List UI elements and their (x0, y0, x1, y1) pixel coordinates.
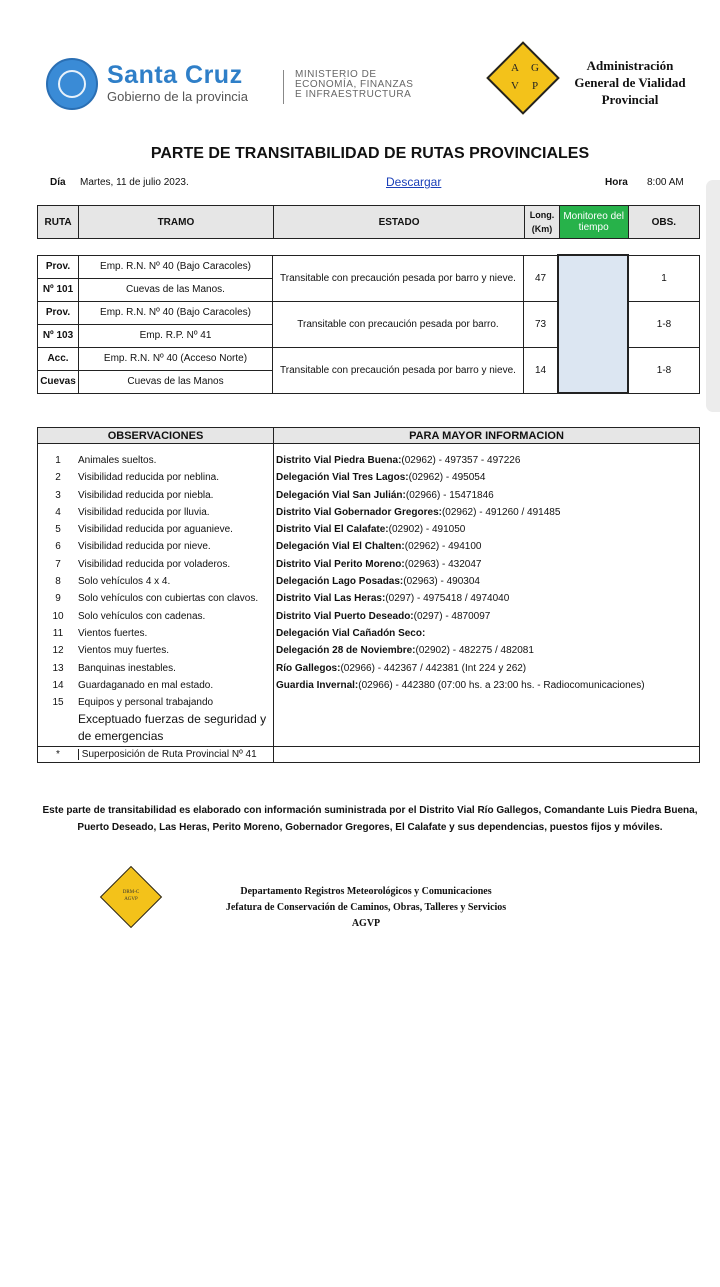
drmc-logo-text: DRM-C AGVP (122, 890, 140, 902)
superposition-note: * Superposición de Ruta Provincial Nº 41 (38, 747, 274, 763)
observation-item: 11 Vientos fuertes. (52, 627, 148, 639)
day-label: Día (50, 177, 66, 188)
contact-item: Delegación 28 de Noviembre: (02902) - 482275 / 482081 (276, 645, 534, 657)
weather-monitor-cell (558, 255, 628, 393)
footer-note: Este parte de transitabilidad es elaborado con información suministrada por el Distrito Vial Río Gallegos, Comandante Luis Piedra Buena, Puerto Deseado, Las Heras, Perito Moreno, Gobernador Gregores, El Calafate y sus dependencias, puestos fijos y móviles. (42, 805, 698, 833)
contact-item: Distrito Vial Perito Moreno: (02963) - 432047 (276, 558, 482, 570)
table-row: Acc. Emp. R.N. Nº 40 (Acceso Norte) Transitable con precaución pesada por barro y nieve. 14 1-8 (38, 347, 700, 370)
col-tramo: TRAMO (79, 206, 274, 239)
table-row: Cuevas Cuevas de las Manos (38, 370, 700, 393)
observation-item: 5 Visibilidad reducida por aguanieve. (55, 524, 233, 536)
observation-item: 8 Solo vehículos 4 x 4. (55, 576, 171, 588)
observation-item: 12 Vientos muy fuertes. (52, 645, 169, 657)
observation-item: 1 Animales sueltos. (55, 455, 157, 466)
download-link[interactable]: Descargar (386, 175, 442, 189)
info-title: PARA MAYOR INFORMACION (274, 428, 700, 444)
contact-item: Delegación Vial El Chalten: (02962) - 494100 (276, 541, 482, 553)
contact-item: Delegación Lago Posadas: (02963) - 490304 (276, 576, 480, 588)
contact-item: Distrito Vial Piedra Buena: (02962) - 497357 - 497226 (276, 455, 521, 466)
contact-item: Delegación Vial Cañadón Seco: (276, 627, 426, 639)
observation-item: 15 Equipos y personal trabajando (52, 697, 214, 709)
table-row: Prov. Emp. R.N. Nº 40 (Bajo Caracoles) Transitable con precaución pesada por barro. 73 1-8 (38, 301, 700, 324)
col-ruta: RUTA (38, 206, 79, 239)
department-credit: Departamento Registros Meteorológicos y Comunicaciones Jefatura de Conservación de Caminos, Obras, Talleres y Servicios AGVP (225, 886, 507, 929)
contact-item: Distrito Vial Puerto Deseado: (0297) - 4870097 (276, 610, 491, 622)
contact-item: Distrito Vial Las Heras: (0297) - 4975418 / 4974040 (276, 593, 510, 605)
santa-cruz-emblem-icon (46, 58, 98, 110)
header-divider (283, 70, 284, 104)
contacts-list (274, 452, 699, 694)
observations-column (38, 444, 274, 747)
routes-header-table (37, 205, 700, 239)
scrollbar[interactable] (706, 180, 720, 412)
page-title: PARTE DE TRANSITABILIDAD DE RUTAS PROVINCIALES (150, 145, 590, 162)
observation-item: 14 Guardaganado en mal estado. (52, 679, 214, 691)
contact-item: Delegación Vial Tres Lagos: (02962) - 495054 (276, 472, 486, 484)
agency-name: Administración General de Vialidad Provincial (574, 58, 686, 107)
contact-item: Guardia Invernal: (02966) - 442380 (07:00 hs. a 23:00 hs. - Radiocomunicaciones) (276, 679, 645, 691)
table-row: Nº 103 Emp. R.P. Nº 41 (38, 324, 700, 347)
exception-note: Exceptuado fuerzas de seguridad y de emergencias (78, 712, 267, 744)
observation-item: 6 Visibilidad reducida por nieve. (55, 541, 211, 553)
hour-value: 8:00 AM (647, 177, 684, 188)
hour-label: Hora (605, 177, 628, 188)
contact-item: Delegación Vial San Julián: (02966) - 15471846 (276, 489, 494, 501)
observation-item: 3 Visibilidad reducida por niebla. (55, 489, 214, 501)
observations-title: OBSERVACIONES (38, 428, 274, 444)
table-row: Prov. Emp. R.N. Nº 40 (Bajo Caracoles) Transitable con precaución pesada por barro y nieve. 47 1 (38, 255, 700, 278)
observation-item: 2 Visibilidad reducida por neblina. (55, 472, 220, 484)
observation-item: 10 Solo vehículos con cadenas. (52, 610, 206, 622)
observation-item: 4 Visibilidad reducida por lluvia. (55, 506, 210, 518)
government-subtitle: Gobierno de la provincia (107, 89, 248, 104)
day-value: Martes, 11 de julio 2023. (80, 177, 189, 188)
col-long: Long. (Km) (525, 206, 559, 239)
contacts-column (274, 444, 700, 747)
observation-item: 9 Solo vehículos con cubiertas con clavos. (55, 593, 259, 605)
observations-list (38, 452, 273, 711)
observation-item: 7 Visibilidad reducida por voladeros. (55, 558, 231, 570)
contact-item: Río Gallegos: (02966) - 442367 / 442381 (Int 224 y 262) (276, 662, 527, 674)
col-monitoreo: Monitoreo del tiempo (559, 206, 628, 239)
contact-item: Distrito Vial El Calafate: (02902) - 491050 (276, 524, 466, 536)
observations-table (37, 427, 700, 763)
agvp-logo-letters: A G V P (511, 62, 539, 92)
col-obs: OBS. (628, 206, 699, 239)
contact-item: Distrito Vial Gobernador Gregores: (02962) - 491260 / 491485 (276, 506, 561, 518)
observation-item: 13 Banquinas inestables. (52, 662, 176, 674)
ministry-name: MINISTERIO DE ECONOMÍA, FINANZAS E INFRAESTRUCTURA (295, 69, 414, 100)
routes-table (37, 254, 700, 394)
government-name: Santa Cruz (107, 61, 243, 89)
col-estado: ESTADO (273, 206, 525, 239)
table-row: Nº 101 Cuevas de las Manos. (38, 278, 700, 301)
